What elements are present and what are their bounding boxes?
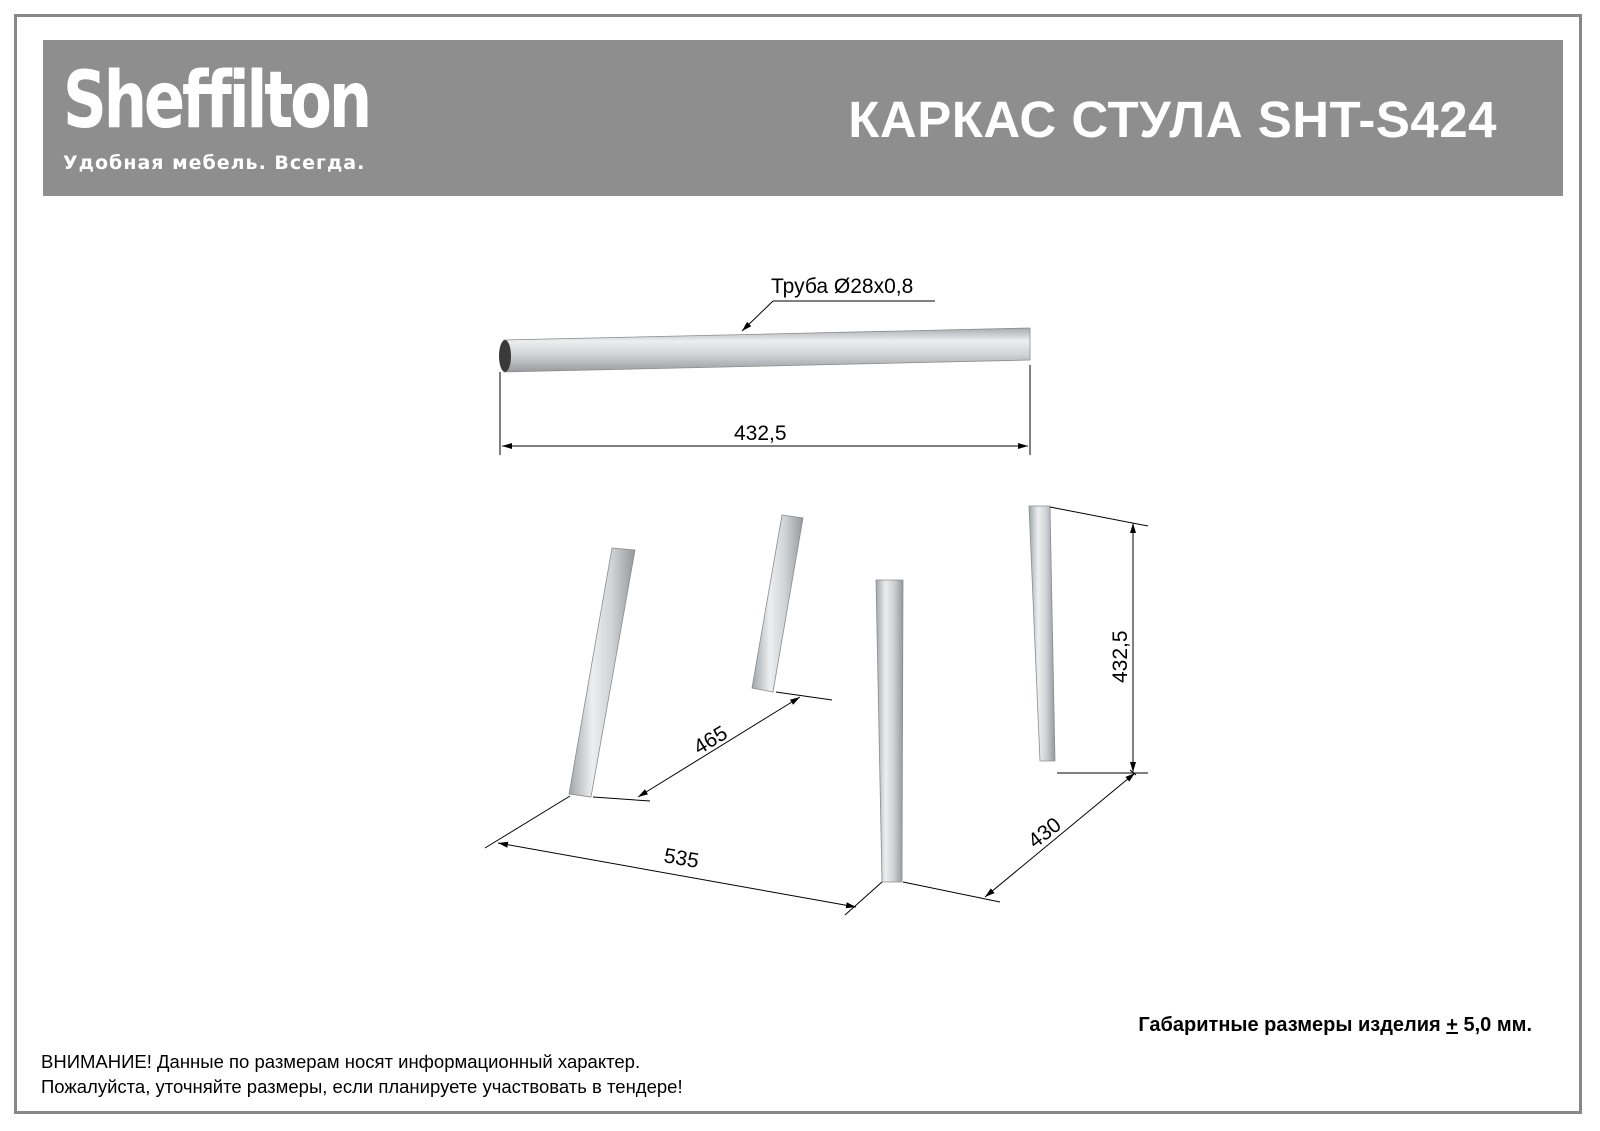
tube-callout-label: Труба Ø28х0,8 xyxy=(771,275,914,298)
page-title: КАРКАС СТУЛА SHT-S424 xyxy=(848,91,1497,148)
dim-leg-height-label: 432,5 xyxy=(1109,630,1132,683)
notice-line-1: ВНИМАНИЕ! Данные по размерам носят информационный характер. xyxy=(41,1051,641,1072)
notice-line-2: Пожалуйста, уточняйте размеры, если планируете участвовать в тендере! xyxy=(41,1076,683,1097)
tolerance-note xyxy=(1138,1014,1532,1037)
brand-tagline: Удобная мебель. Всегда. xyxy=(63,152,366,174)
leg-front-right xyxy=(876,580,903,882)
tube-end-cap xyxy=(499,340,511,372)
dim-tube-length xyxy=(500,365,1030,455)
brand-logo: Sheffilton xyxy=(63,56,370,146)
tube-callout xyxy=(742,275,935,331)
dim-back-spacing-label: 465 xyxy=(689,721,732,760)
dim-front-width xyxy=(485,796,882,915)
dim-front-width-label: 535 xyxy=(662,844,701,874)
tolerance-value: 5,0 мм. xyxy=(1457,1014,1532,1036)
leg-back-right xyxy=(1029,506,1055,761)
leg-front-left xyxy=(569,548,635,797)
dim-side-depth-label: 430 xyxy=(1023,813,1066,853)
tolerance-prefix: Габаритные размеры изделия xyxy=(1138,1014,1447,1036)
dim-side-depth xyxy=(903,770,1136,902)
dim-leg-height xyxy=(1050,507,1148,773)
leg-back-left xyxy=(752,515,803,692)
dim-back-spacing xyxy=(593,692,832,801)
tube-horizontal xyxy=(499,328,1030,372)
tolerance-plus-minus: + xyxy=(1446,1014,1458,1036)
dim-tube-length-label: 432,5 xyxy=(734,422,787,445)
